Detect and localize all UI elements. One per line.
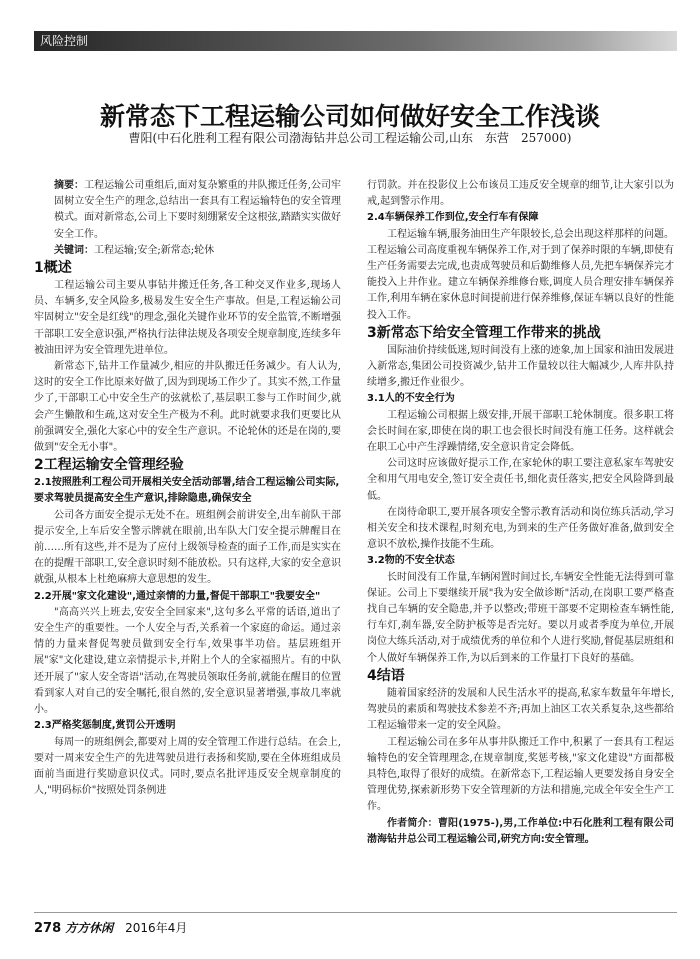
body-paragraph: 长时间没有工作量,车辆闲置时间过长,车辆安全性能无法得到可靠保证。公司上下要继续开展"我为安全做诊断"活动,在岗职工要严格查找自己车辆的安全隐患,并予以整改;带班干部要不定期检查车辆性能,行车灯,刹车器,安全防护板等是否完好。要以月或者季度为单位,开展岗位大练兵活动,对于成绩优秀的单位和个人进行奖励,督促基层班组和个人做好车辆保养工作,为以后到来的工作量打下良好的基础。 bbox=[367, 571, 674, 664]
body-paragraph: 在岗待命职工,要开展各项安全警示教育活动和岗位练兵活动,学习相关安全和技术课程,时刻充电,为到来的生产任务做好准备,做到安全意识不放松,操作技能不生疏。 bbox=[367, 506, 674, 551]
subsection-heading: 3.1人的不安全行为 bbox=[367, 393, 455, 405]
section-heading: 3新常态下给安全管理工作带来的挑战 bbox=[367, 324, 601, 341]
footer-rule bbox=[34, 912, 677, 913]
journal-name: 方方休闲 bbox=[65, 921, 114, 935]
page-footer bbox=[34, 920, 187, 937]
section-label: 风险控制 bbox=[40, 34, 89, 48]
author-bio-label: 作者简介： bbox=[387, 817, 438, 829]
body-paragraph: 工程运输公司主要从事钻井搬迁任务,各工种交叉作业多,现场人员、车辆多,安全风险多,极易发生安全生产事故。但是,工程运输公司牢固树立"安全是红线"的理念,强化关键作业环节的安全监管,不断增强干部职工安全意识强,严格执行法律法规及各项安全规章制度,连续多年被油田评为安全管理先进单位。 bbox=[34, 280, 341, 356]
abstract-label: 摘要： bbox=[54, 180, 85, 191]
section-heading: 4结语 bbox=[367, 667, 405, 684]
author-bio-text: 曹阳(1975-),男,工作单位:中石化胜利工程有限公司渤海钻井总公司工程运输公司,研究方向:安全管理。 bbox=[367, 817, 674, 845]
keywords-text: 工程运输;安全;新常态;轮休 bbox=[94, 244, 215, 256]
body-paragraph: 工程运输公司根据上级安排,开展干部职工轮休制度。很多职工将会长时间在家,即使在岗的职工也会很长时间没有施工任务。这样就会在职工心中产生浮躁情绪,安全意识肯定会降低。 bbox=[367, 409, 674, 454]
body-paragraph: 行罚款。并在投影仪上公布该员工违反安全规章的细节,让大家引以为戒,起到警示作用。 bbox=[367, 180, 674, 208]
left-column bbox=[34, 178, 341, 898]
section-heading: 1概述 bbox=[34, 260, 72, 277]
abstract bbox=[34, 178, 341, 243]
body-paragraph: 工程运输公司在多年从事井队搬迁工作中,积累了一套具有工程运输特色的安全管理理念,在规章制度,奖惩考核,"家文化建设"方面都极具特色,取得了很好的成绩。在新常态下,工程运输人更要发扬自身安全管理优势,探索新形势下安全管理新的方法和措施,完成全年安全生产工作。 bbox=[367, 736, 674, 813]
body-paragraph: 公司各方面安全提示无处不在。班组例会前讲安全,出车前队干部提示安全,上车后安全警示牌就在眼前,出车队大门安全提示牌醒目在前……所有这些,并不是为了应付上级领导检查的面子工作,而是实实在在的提醒干部职工,安全意识时刻不能放松。只有这样,大家的安全意识就强,从根本上杜绝麻痹大意思想的发生。 bbox=[34, 509, 341, 586]
subsection-heading: 2.4车辆保养工作到位,安全行车有保障 bbox=[367, 212, 539, 224]
keywords bbox=[34, 243, 341, 259]
subsection-heading: 3.2物的不安全状态 bbox=[367, 555, 455, 567]
body-paragraph: 随着国家经济的发展和人民生活水平的提高,私家车数量年年增长,驾驶员的素质和驾驶技术参差不齐;再加上油区工农关系复杂,这些都给工程运输带来一定的安全风险。 bbox=[367, 687, 674, 732]
right-column bbox=[367, 178, 674, 898]
page-number: 278 bbox=[34, 921, 62, 936]
right-body bbox=[367, 178, 674, 848]
subsection-heading: 2.2开展"家文化建设",通过亲情的力量,督促干部职工"我要安全" bbox=[34, 590, 321, 602]
body-paragraph: 国际油价持续低迷,短时间没有上涨的迹象,加上国家和油田发展进入新常态,集团公司投资减少,钻井工作量较以往大幅减少,人库井队持续增多,搬迁作业很少。 bbox=[367, 344, 674, 389]
body-paragraph: "高高兴兴上班去,安安全全回家来",这句多么平常的话语,道出了安全生产的重要性。一个人安全与否,关系着一个家庭的命运。通过亲情的力量来督促驾驶员做到安全行车,效果事半功倍。基层班组开展"家"文化建设,建立亲情提示卡,并附上个人的全家福照片。有的中队还开展了"家人安全寄语"活动,在驾驶员领取任务前,就能在醒目的位置看到家人对自己的安全嘱托,很自然的,安全意识显著增强,事故几率就小。 bbox=[34, 606, 341, 716]
left-body bbox=[34, 259, 341, 799]
issue-date: 2016年4月 bbox=[125, 921, 188, 935]
abstract-text: 工程运输公司重组后,面对复杂繁重的井队搬迁任务,公司牢固树立安全生产的理念,总结出一套具有工程运输特色的安全管理模式。面对新常态,公司上下要时刻绷紧安全这根弦,踏踏实实做好安全工作。 bbox=[54, 180, 341, 240]
subsection-heading: 2.3严格奖惩制度,赏罚公开透明 bbox=[34, 720, 176, 732]
body-paragraph: 工程运输车辆,服务油田生产年限较长,总会出现这样那样的问题。工程运输公司高度重视车辆保养工作,对于到了保养时限的车辆,即使有生产任务需要去完成,也责成驾驶员和后勤维修人员,先把车辆保养完才能投入上井作业。建立车辆保养维修台账,调度人员合理安排车辆保养工作,利用车辆在家休息时间提前进行保养维修,保证车辆以良好的性能投入工作。 bbox=[367, 228, 674, 321]
article-title: 新常态下工程运输公司如何做好安全工作浅谈 bbox=[99, 101, 600, 131]
body-paragraph: 每周一的班组例会,都要对上周的安全管理工作进行总结。在会上,要对一周来安全生产的先进驾驶员进行表扬和奖励,要在全体班组成员面前当面进行奖励意识仪式。同时,要点名批评违反安全规章制度的人,"明码标价"按照处罚条例进 bbox=[34, 736, 341, 797]
author-bio bbox=[367, 816, 674, 848]
author-line: 曹阳(中石化胜利工程有限公司渤海钻井总公司工程运输公司,山东 东营 257000) bbox=[128, 131, 572, 145]
section-banner bbox=[34, 31, 677, 51]
subsection-heading: 2.1按照胜利工程公司开展相关安全活动部署,结合工程运输公司实际,要求驾驶员提高安全生产意识,排除隐患,确保安全 bbox=[34, 477, 340, 505]
section-heading: 2工程运输安全管理经验 bbox=[34, 457, 184, 474]
body-paragraph: 新常态下,钻井工作量减少,相应的井队搬迁任务减少。有人认为,这时的安全工作比原来好做了,因为到现场工作少了。其实不然,工作量少了,干部职工心中安全生产的弦就松了,基层职工参与工作时间少,就会产生懒散和生疏,这对安全生产极为不利。此时就要求我们更要比从前强调安全,强化大家心中的安全生产意识。不论轮休的还是在岗的,要做到"安全无小事"。 bbox=[34, 361, 341, 454]
keywords-label: 关键词： bbox=[54, 244, 94, 256]
body-paragraph: 公司这时应该做好提示工作,在家轮休的职工要注意私家车驾驶安全和用气用电安全,签订安全责任书,细化责任落实,把安全风险降到最低。 bbox=[367, 458, 674, 502]
